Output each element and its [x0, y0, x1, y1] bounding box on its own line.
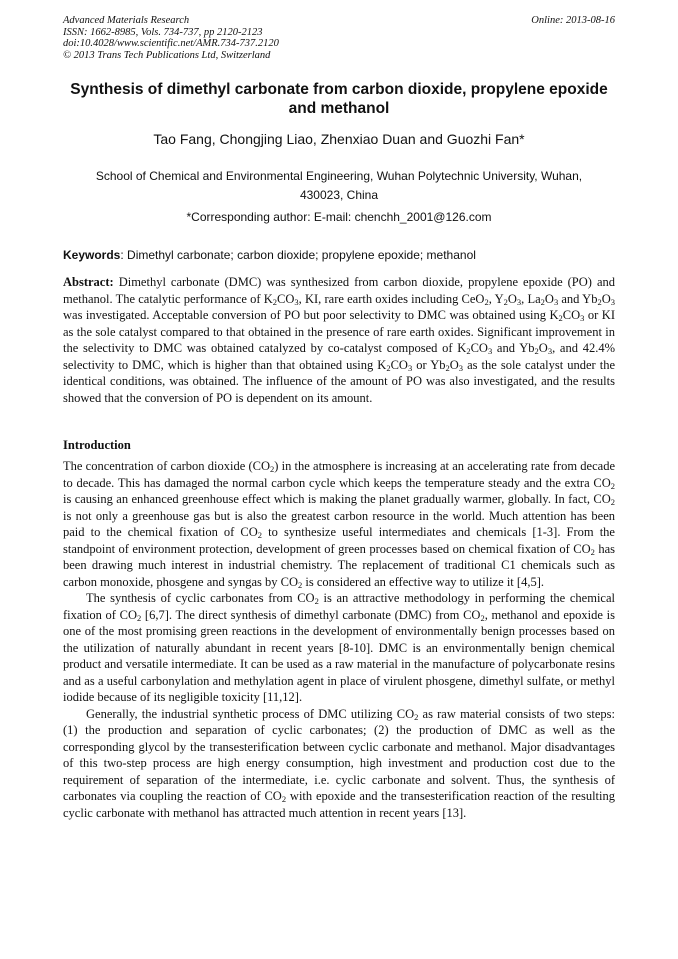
paper-title: Synthesis of dimethyl carbonate from carbon dioxide, propylene epoxide and methanol — [70, 81, 608, 117]
abstract — [63, 274, 615, 406]
journal-doi: doi:10.4028/www.scientific.net/AMR.734-737.2120 — [63, 38, 279, 49]
introduction-body — [63, 458, 615, 821]
abstract-label: Abstract: — [63, 275, 114, 289]
online-date: Online: 2013-08-16 — [531, 15, 615, 26]
journal-issn: ISSN: 1662-8985, Vols. 734-737, pp 2120-2123 — [63, 26, 263, 38]
journal-header — [63, 15, 615, 61]
paragraph: The synthesis of cyclic carbonates from $CO_2$ is an attractive methodology in performing the chemical fixation of $CO_2$ [6,7]. The direct synthesis of dimethyl carbonate (DMC) from $CO_2$, methanol and epoxide is one of the most promising green reactions in the development of environmentally benign processes based on the utilization of naturally abundant in recent years [8-10]. DMC is an environmentally benign chemical product and versatile intermediate. It can be used as a raw material in the manufacture of polycarbonate resins and as a useful carbonylation and methylation agent in place of virulent phosgene, dimethyl sulfate, or methyl iodide because of its negligible toxicity [11,12]. — [63, 591, 615, 704]
corresponding-author: *Corresponding author: E-mail: chenchh_2001@126.com — [186, 210, 492, 224]
abstract-text: Dimethyl carbonate (DMC) was synthesized from carbon dioxide, propylene epoxide (PO) and methanol. The catalytic performance of $K_2CO_3$, KI, rare earth oxides including CeO$_2$, $Y_2O_3$, $La_2O_3$ and $Yb_2O_3$ was investigated. Acceptable conversion of PO but poor selectivity to DMC was obtained using $K_2CO_3$ or KI as the sole catalyst compared to that obtained in the presence of rare earth oxides. Significant improvement in the selectivity to DMC was obtained catalyzed by co-catalyst composed of $K_2CO_3$ and $Yb_2O_3$, and 42.4% selectivity to DMC, which is higher than that obtained using $K_2CO_3$ or $Yb_2O_3$ as the sole catalyst under the identical conditions, was obtained. The influence of the amount of PO was also investigated, and the results showed that the conversion of PO is dependent on its amount. — [63, 275, 615, 405]
paper-affiliation: School of Chemical and Environmental Engineering, Wuhan Polytechnic University, Wuhan, 430023, China — [95, 169, 583, 202]
introduction-heading: Introduction — [63, 438, 131, 452]
paragraph: Generally, the industrial synthetic process of DMC utilizing $CO_2$ as raw material consists of two steps: (1) the production and separation of cyclic carbonates; (2) the production of DMC as well as the corresponding glycol by the transesterification between cyclic carbonate and methanol. Major disadvantages of this two-step process are high energy consumption, high investment and production cost due to the requirement of separation of the intermediate, i.e. cyclic carbonate and solvent. Thus, the synthesis of carbonates via coupling the reaction of $CO_2$ with epoxide and the transesterification reaction of the resulting cyclic carbonate with methanol has attracted much attention in recent years [13]. — [63, 706, 615, 820]
paper-authors: Tao Fang, Chongjing Liao, Zhenxiao Duan and Guozhi Fan* — [153, 131, 525, 147]
journal-name: Advanced Materials Research — [63, 15, 190, 26]
keywords-text: : Dimethyl carbonate; carbon dioxide; propylene epoxide; methanol — [120, 248, 476, 262]
keywords-label: Keywords — [63, 248, 121, 262]
paragraph: The concentration of carbon dioxide $(CO_2)$ in the atmosphere is increasing at an accelerating rate from decade to decade. This has damaged the normal carbon cycle which keeps the temperature steady and the extra $CO_2$ is causing an enhanced greenhouse effect which is making the planet gradually warmer, globally. In fact, $CO_2$ is not only a greenhouse gas but is also the greatest carbon resource in the world. Much attention has been paid to the chemical fixation of $CO_2$ to synthesize useful intermediates and chemicals [1-3]. From the standpoint of environment protection, development of green processes based on chemical fixation of $CO_2$ has been drawing much interest in industrial chemistry. The replacement of traditional C1 chemicals such as carbon monoxide, phosgene and syngas by $CO_2$ is considered an effective way to utilize it [4,5]. — [63, 459, 615, 590]
journal-copyright: © 2013 Trans Tech Publications Ltd, Switzerland — [63, 49, 271, 61]
keywords — [63, 248, 615, 263]
